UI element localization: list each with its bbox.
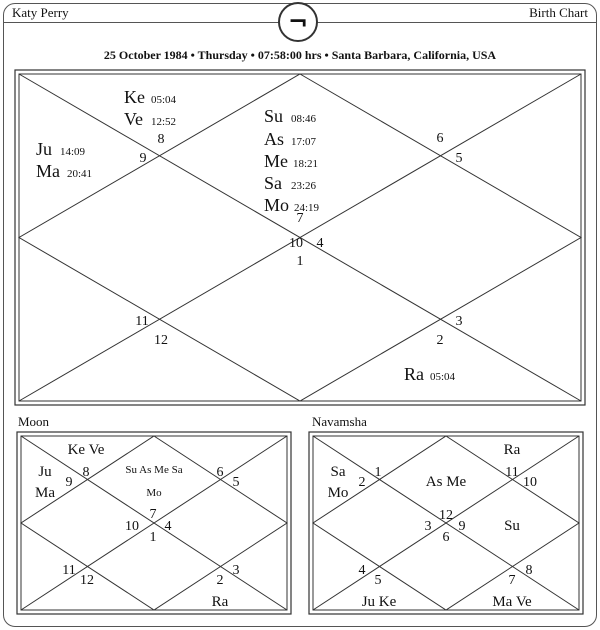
- navamsha-mo: Mo: [327, 485, 349, 501]
- birth-house-12: 12: [154, 333, 168, 348]
- moon-ra: Ra: [211, 594, 229, 610]
- navamsha-as-me: As Me: [425, 474, 467, 490]
- navamsha-house-1: 1: [374, 465, 382, 480]
- birth-details: 25 October 1984 • Thursday • 07:58:00 hrs • Santa Barbara, California, USA: [103, 48, 497, 62]
- svg-text:Ma: Ma: [36, 161, 60, 181]
- birth-planet-ra: [404, 364, 456, 384]
- svg-text:Sa: Sa: [264, 173, 282, 193]
- svg-text:Ju: Ju: [36, 139, 53, 159]
- svg-text:Ra: Ra: [404, 364, 424, 384]
- svg-text:18:21: 18:21: [293, 158, 319, 170]
- navamsha-chart-caption: Navamsha: [312, 414, 367, 429]
- navamsha-ju-ke: Ju Ke: [361, 594, 397, 610]
- navamsha-house-7: 7: [508, 573, 516, 588]
- birth-house-8: 8: [157, 132, 165, 147]
- moon-house-7: 7: [149, 507, 157, 522]
- birth-planet-su: [264, 106, 317, 126]
- navamsha-ma-ve: Ma Ve: [492, 594, 532, 610]
- moon-house-11: 11: [62, 563, 76, 578]
- moon-house-8: 8: [82, 465, 90, 480]
- birth-house-10: 10: [289, 236, 303, 251]
- svg-text:05:04: 05:04: [430, 371, 456, 383]
- svg-text:05:04: 05:04: [151, 94, 177, 106]
- svg-text:Me: Me: [264, 151, 288, 171]
- moon-chart-caption: Moon: [18, 414, 50, 429]
- navamsha-house-12: 12: [439, 508, 453, 523]
- birth-planet-ve: [124, 109, 176, 129]
- birth-planet-ju: [36, 139, 86, 159]
- moon-chart-grid: [17, 432, 291, 614]
- navamsha-sa: Sa: [330, 464, 346, 480]
- navamsha-chart-grid: [309, 432, 583, 614]
- svg-text:14:09: 14:09: [60, 146, 86, 158]
- svg-text:24:19: 24:19: [294, 202, 320, 214]
- birth-planet-sa: [264, 173, 317, 193]
- birth-house-9: 9: [139, 151, 147, 166]
- navamsha-house-2: 2: [358, 475, 366, 490]
- svg-text:20:41: 20:41: [67, 168, 93, 180]
- birth-planet-me: [264, 151, 318, 171]
- birth-house-3: 3: [455, 314, 463, 329]
- svg-text:23:26: 23:26: [291, 180, 317, 192]
- svg-text:08:46: 08:46: [291, 113, 317, 125]
- moon-house-6: 6: [216, 465, 224, 480]
- navamsha-house-5: 5: [374, 573, 382, 588]
- moon-ke-ve: Ke Ve: [67, 442, 105, 458]
- birth-house-1: 1: [296, 254, 304, 269]
- moon-house-4: 4: [164, 519, 172, 534]
- navamsha-house-6: 6: [442, 530, 450, 545]
- moon-house-9: 9: [65, 475, 73, 490]
- navamsha-su: Su: [504, 518, 520, 534]
- navamsha-house-3: 3: [424, 519, 432, 534]
- navamsha-ra: Ra: [503, 442, 521, 458]
- moon-house-2: 2: [216, 573, 224, 588]
- svg-text:17:07: 17:07: [291, 136, 317, 148]
- birth-house-2: 2: [436, 333, 444, 348]
- logo-icon: ¬: [278, 2, 318, 42]
- navamsha-house-9: 9: [458, 519, 466, 534]
- birth-house-11: 11: [135, 314, 149, 329]
- birth-house-4: 4: [316, 236, 324, 251]
- birth-planet-mo: [264, 195, 320, 215]
- moon-ma: Ma: [35, 485, 55, 501]
- svg-text:Ve: Ve: [124, 109, 143, 129]
- birth-house-7: 7: [296, 211, 304, 226]
- birth-planet-ma: [36, 161, 92, 181]
- navamsha-house-4: 4: [358, 563, 366, 578]
- navamsha-house-11: 11: [505, 465, 519, 480]
- birth-planet-ke: [124, 87, 177, 107]
- navamsha-house-8: 8: [525, 563, 533, 578]
- svg-text:As: As: [264, 129, 285, 149]
- birth-house-6: 6: [436, 131, 444, 146]
- chart-title: Birth Chart: [529, 5, 588, 20]
- svg-text:Su: Su: [264, 106, 284, 126]
- moon-ju: Ju: [38, 464, 52, 480]
- moon-house-5: 5: [232, 475, 240, 490]
- moon-house-10: 10: [125, 519, 139, 534]
- svg-text:Ke: Ke: [124, 87, 145, 107]
- moon-house-3: 3: [232, 563, 240, 578]
- birth-house-5: 5: [455, 151, 463, 166]
- person-name: Katy Perry: [12, 5, 69, 20]
- svg-text:Mo: Mo: [264, 195, 290, 215]
- moon-top-center-planets: Su As Me Sa: [125, 464, 183, 476]
- birth-planet-as: [264, 129, 317, 149]
- moon-house-1: 1: [149, 530, 157, 545]
- navamsha-house-10: 10: [523, 475, 537, 490]
- moon-top-center-mo: Mo: [146, 487, 162, 499]
- moon-house-12: 12: [80, 573, 94, 588]
- svg-text:12:52: 12:52: [151, 116, 177, 128]
